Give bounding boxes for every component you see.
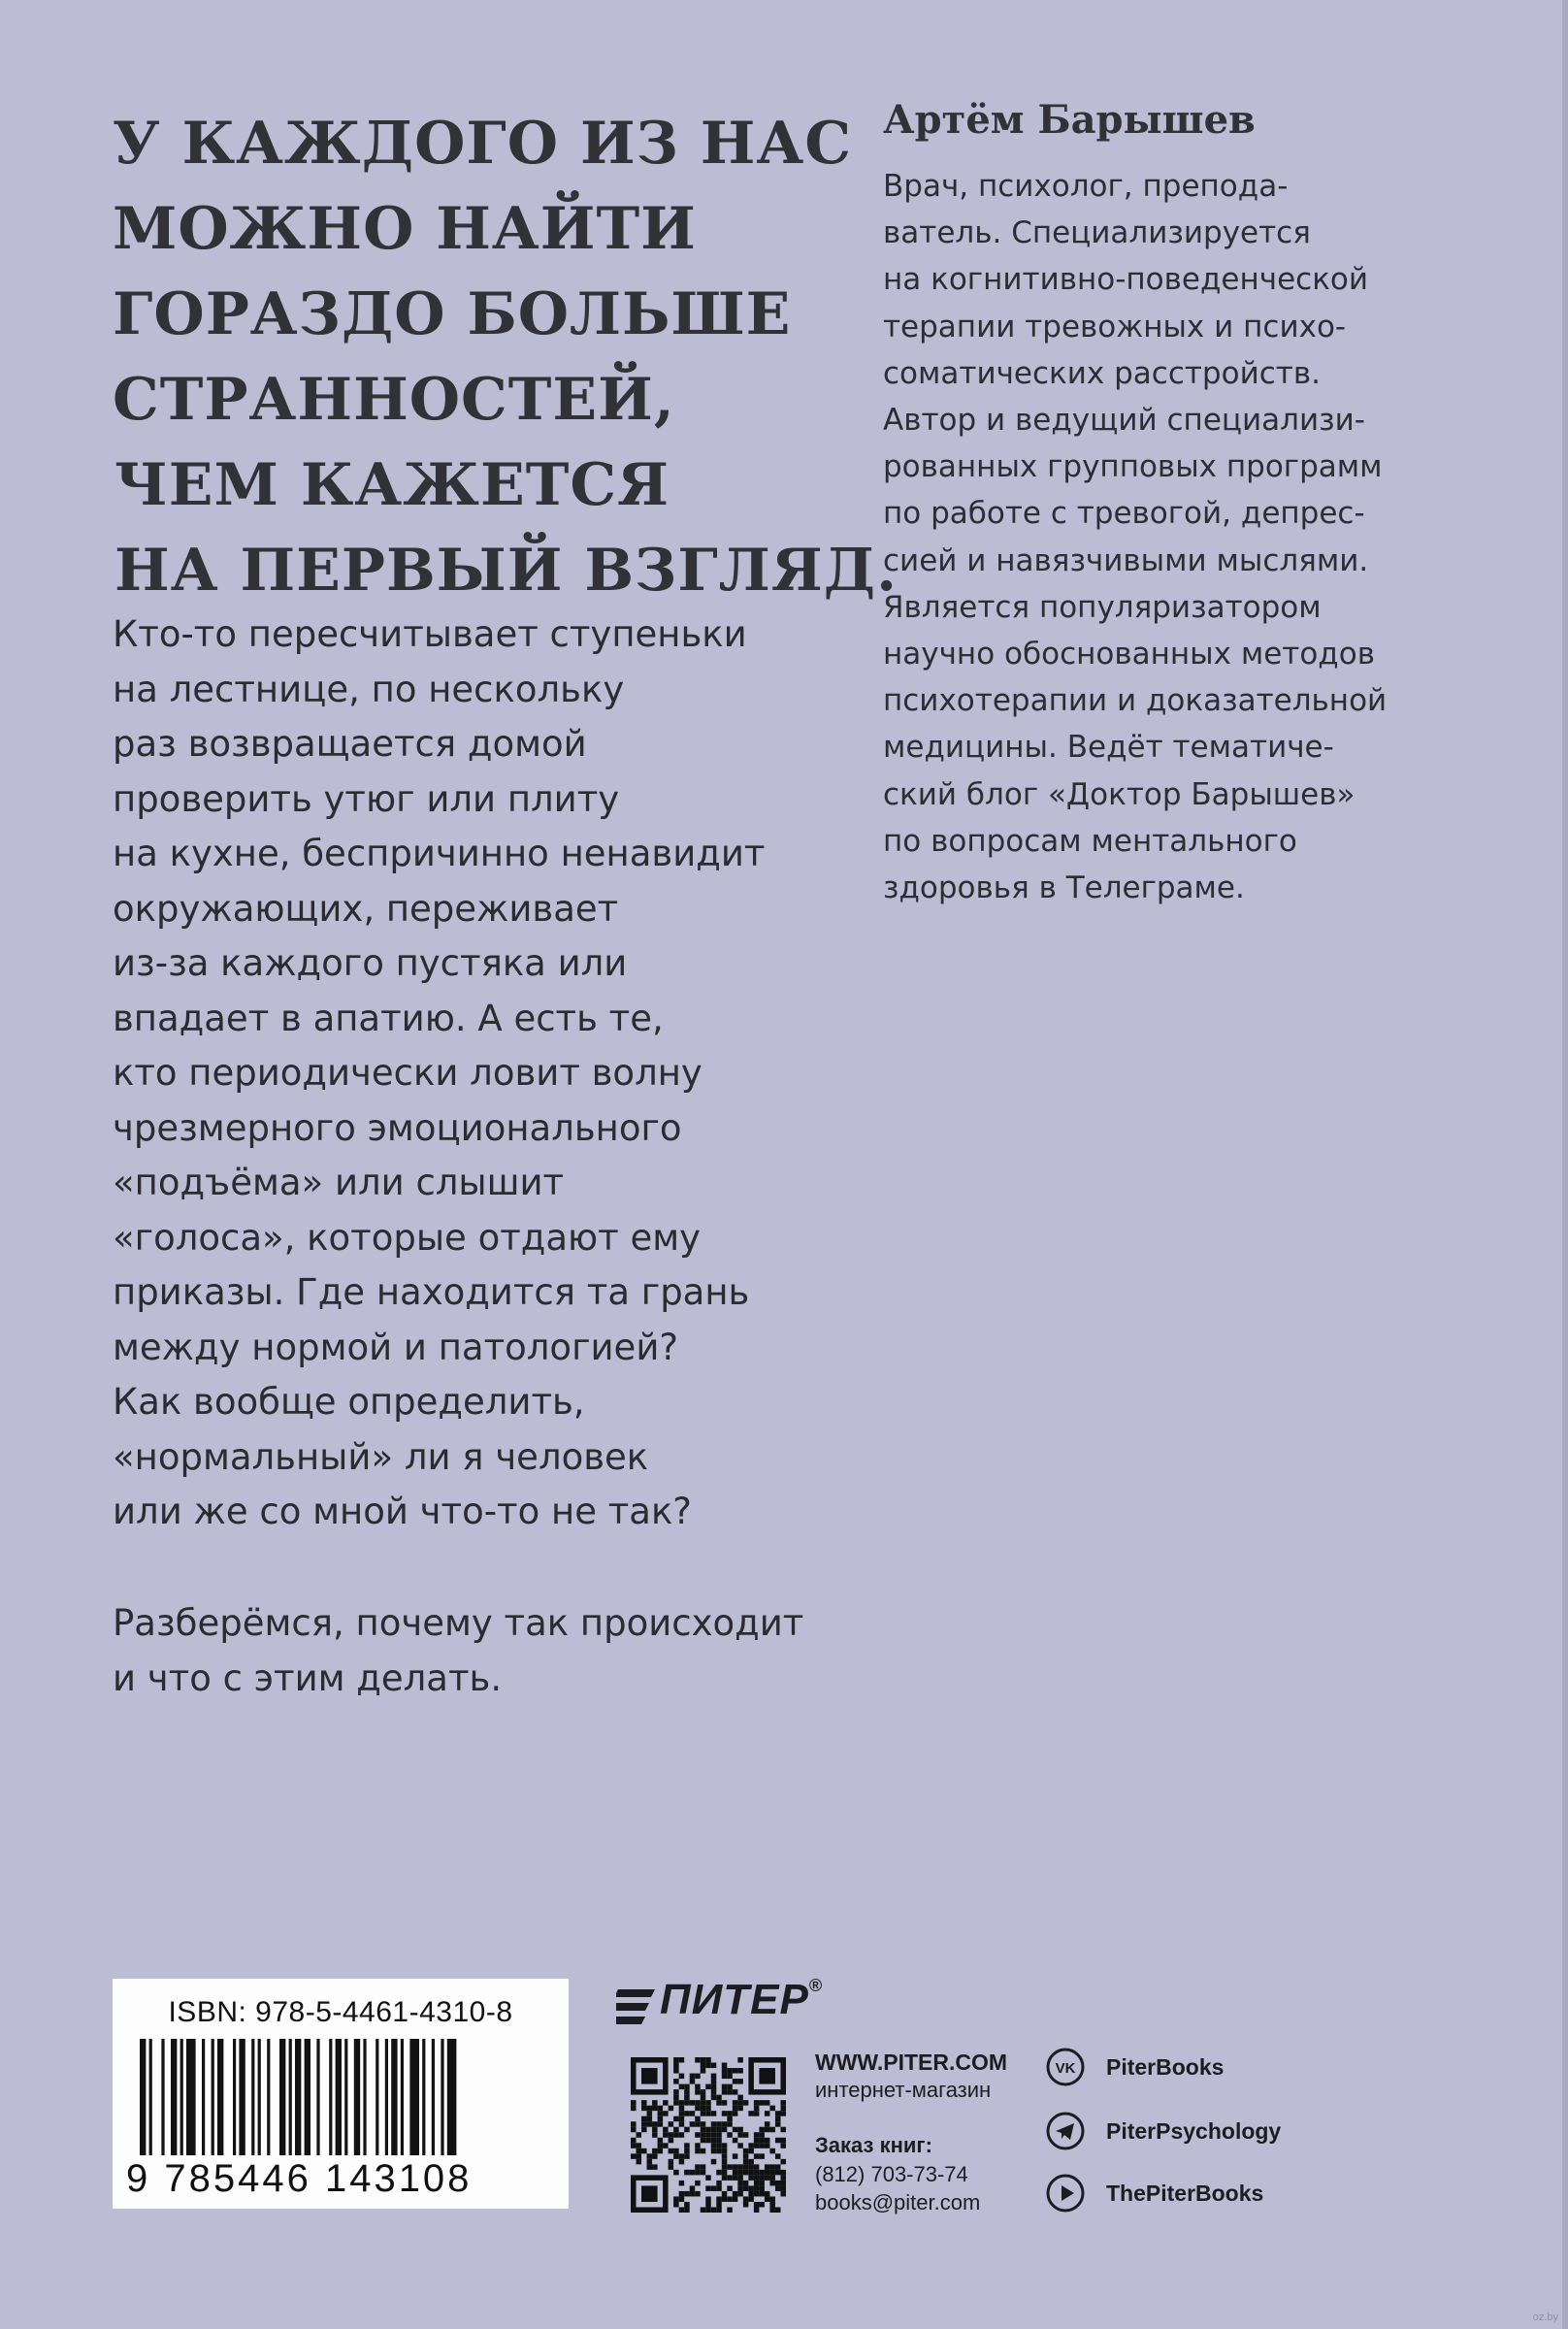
order-email[interactable]: books@piter.com: [815, 2190, 981, 2214]
youtube-icon: [1046, 2174, 1085, 2213]
piter-logo-text: ПИТЕР®: [660, 1976, 824, 2023]
telegram-icon: [1046, 2112, 1085, 2150]
barcode-number: 9 785446 143108: [126, 2157, 473, 2200]
bio-line: Врач, психолог, препода-: [883, 169, 1289, 204]
bio-line: здоровья в Телеграме.: [883, 870, 1245, 906]
social-name: ThePiterBooks: [1106, 2180, 1264, 2206]
text-line: из-за каждого пустяка или: [113, 942, 628, 984]
text-line: на кухне, беспричинно ненавидит: [113, 833, 766, 874]
headline-line: У КАЖДОГО ИЗ НАС: [113, 110, 853, 178]
vk-icon: [1046, 2048, 1085, 2086]
bio-line: медицины. Ведёт тематиче-: [883, 730, 1334, 766]
text-line: впадает в апатию. А есть те,: [113, 997, 664, 1039]
text-line: приказы. Где находится та грань: [113, 1271, 750, 1313]
barcode-bars: [140, 2039, 547, 2155]
text-line: на лестнице, по нескольку: [113, 668, 625, 710]
description-paragraph-2: [113, 1596, 889, 1706]
text-line: и что с этим делать.: [113, 1657, 503, 1699]
bio-line: соматических расстройств.: [883, 355, 1321, 391]
bio-line: Является популяризатором: [883, 589, 1322, 625]
website-link[interactable]: WWW.PITER.COM: [815, 2050, 1008, 2075]
headline-line: ЧЕМ КАЖЕТСЯ: [114, 451, 670, 519]
author-name: Артём Барышев: [883, 97, 1256, 143]
website-label: интернет-магазин: [815, 2078, 992, 2102]
text-line: чрезмерного эмоционального: [113, 1106, 682, 1149]
order-info: [815, 2131, 980, 2216]
text-line: окружающих, переживает: [113, 887, 619, 930]
social-youtube[interactable]: [1046, 2174, 1263, 2213]
headline-line: НА ПЕРВЫЙ ВЗГЛЯД.: [114, 537, 898, 605]
headline: [113, 101, 898, 613]
bio-line: сией и навязчивыми мыслями.: [883, 542, 1369, 578]
social-name: PiterPsychology: [1106, 2117, 1282, 2144]
order-title: Заказ книг:: [815, 2133, 932, 2157]
social-vk[interactable]: [1046, 2048, 1224, 2086]
svg-text:VK: VK: [1055, 2060, 1076, 2077]
watermark: oz.by: [1532, 2312, 1558, 2323]
bio-line: по вопросам ментального: [883, 823, 1297, 859]
bio-line: ский блог «Доктор Барышев»: [883, 776, 1356, 812]
bio-line: ватель. Специализируется: [883, 215, 1311, 251]
bio-line: психотерапии и доказательной: [883, 683, 1388, 719]
text-line: между нормой и патологией?: [113, 1326, 679, 1368]
bio-line: научно обоснованных методов: [883, 637, 1375, 672]
qr-code-icon: [631, 2057, 786, 2213]
text-line: Разберёмся, почему так происходит: [113, 1602, 804, 1644]
text-line: или же со мной что-то не так?: [113, 1491, 692, 1532]
headline-line: СТРАННОСТЕЙ,: [113, 366, 675, 434]
isbn-label: ISBN: 978-5-4461-4310-8: [168, 1996, 513, 2028]
text-line: раз возвращается домой: [113, 723, 587, 765]
text-line: кто периодически ловит волну: [113, 1052, 702, 1094]
bio-line: на когнитивно-поведенческой: [883, 262, 1369, 298]
order-phone: (812) 703-73-74: [815, 2162, 968, 2186]
bio-line: рованных групповых программ: [883, 449, 1383, 485]
headline-line: МОЖНО НАЙТИ: [113, 195, 697, 263]
author-bio: [883, 163, 1485, 911]
shop-info: [815, 2048, 1007, 2104]
text-line: Как вообще определить,: [113, 1381, 585, 1423]
social-name: PiterBooks: [1106, 2053, 1225, 2080]
text-line: «голоса», которые отдают ему: [113, 1216, 702, 1259]
text-line: «подъёма» или слышит: [113, 1162, 565, 1203]
social-telegram[interactable]: [1046, 2112, 1281, 2150]
cover-edge: [1562, 0, 1568, 2329]
bio-line: Автор и ведущий специализи-: [883, 403, 1365, 439]
barcode-block: [113, 1979, 569, 2209]
text-line: «нормальный» ли я человек: [113, 1435, 649, 1478]
description-paragraph-1: [113, 607, 889, 1540]
bio-line: терапии тревожных и психо-: [883, 309, 1347, 344]
headline-line: ГОРАЗДО БОЛЬШЕ: [113, 280, 792, 348]
bio-line: по работе с тревогой, депрес-: [883, 496, 1365, 532]
text-line: проверить утюг или плиту: [113, 777, 620, 820]
text-line: Кто-то пересчитывает ступеньки: [113, 613, 747, 655]
